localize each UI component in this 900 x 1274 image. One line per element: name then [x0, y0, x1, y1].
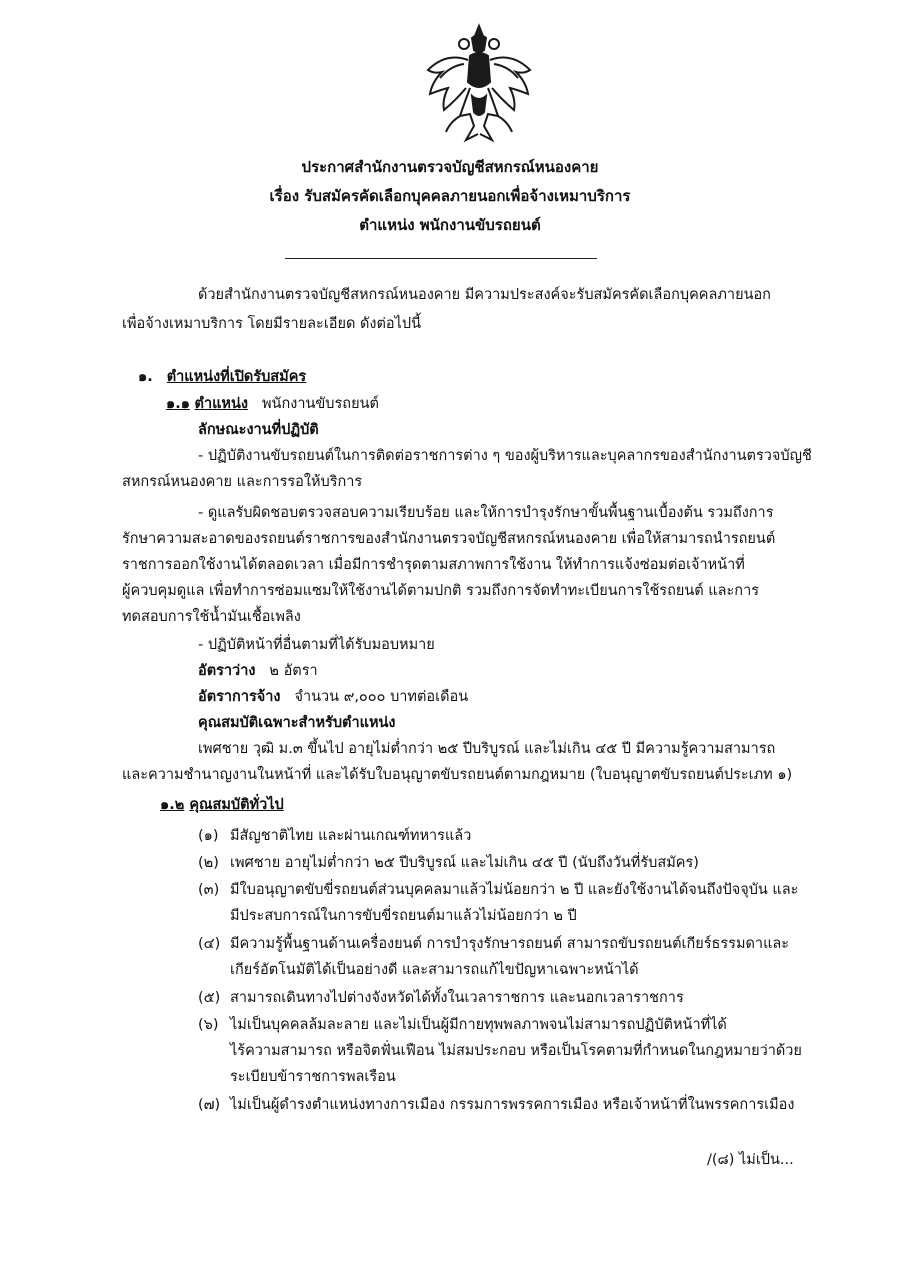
- section-title: ตำแหน่งที่เปิดรับสมัคร: [166, 369, 307, 385]
- qualification-number: (๒): [198, 855, 219, 871]
- subsection-title: คุณสมบัติทั่วไป: [189, 797, 284, 813]
- qualification-number: (๔): [198, 936, 221, 952]
- subsection-number: ๑.๒: [160, 797, 185, 813]
- qualification-number: (๑): [198, 828, 219, 844]
- subsection-1-2-heading: [160, 795, 284, 815]
- announcement-title: ประกาศสำนักงานตรวจบัญชีสหกรณ์หนองคาย: [301, 158, 599, 176]
- qualification-text-line: สามารถเดินทางไปต่างจังหวัดได้ทั้งในเวลาราชการ และนอกเวลาราชการ: [230, 990, 684, 1006]
- qualification-text-line: ไร้ความสามารถ หรือจิตฟั่นเฟือน ไม่สมประกอบ หรือเป็นโรคตามที่กำหนดในกฎหมายว่าด้วย: [230, 1043, 802, 1059]
- section-1-heading: [138, 367, 306, 387]
- duty-1-line-1: - ปฏิบัติงานขับรถยนต์ในการติดต่อราชการต่าง ๆ ของผู้บริหารและบุคลากรของสำนักงานตรวจบัญชี: [198, 448, 812, 464]
- specific-line-1: เพศชาย วุฒิ ม.๓ ขึ้นไป อายุไม่ต่ำกว่า ๒๕ ปีบริบูรณ์ และไม่เกิน ๔๕ ปี มีความรู้ความสามารถ: [198, 741, 776, 757]
- qualification-text-line: เกียร์อัตโนมัติได้เป็นอย่างดี และสามารถแก้ไขปัญหาเฉพาะหน้าได้: [230, 962, 639, 978]
- qualification-number: (๕): [198, 990, 221, 1006]
- vacancy-value: ๒ อัตรา: [269, 663, 318, 679]
- subsection-1-1-heading: [166, 394, 379, 414]
- qualification-number: (๖): [198, 1017, 219, 1033]
- subsection-number: ๑.๑: [166, 396, 190, 412]
- specific-line-2: และความชำนาญงานในหน้าที่ และได้รับใบอนุญาตขับรถยนต์ตามกฎหมาย (ใบอนุญาตขับรถยนต์ประเภท ๑): [122, 767, 793, 783]
- specific-qualifications-heading: คุณสมบัติเฉพาะสำหรับตำแหน่ง: [198, 715, 396, 731]
- wage-label: อัตราการจ้าง: [198, 689, 281, 705]
- duties-heading: ลักษณะงานที่ปฏิบัติ: [198, 422, 319, 438]
- announcement-subject: เรื่อง รับสมัครคัดเลือกบุคคลภายนอกเพื่อจ้างเหมาบริการ: [269, 187, 631, 205]
- intro-line-1: ด้วยสำนักงานตรวจบัญชีสหกรณ์หนองคาย มีความประสงค์จะรับสมัครคัดเลือกบุคคลภายนอก: [198, 287, 771, 303]
- qualification-text-line: ระเบียบข้าราชการพลเรือน: [230, 1069, 396, 1085]
- wage-row: [198, 687, 468, 707]
- subsection-value: พนักงานขับรถยนต์: [262, 396, 379, 412]
- duty-2-line-3: ราชการออกใช้งานได้ตลอดเวลา เมื่อมีการชำรุดตามสภาพการใช้งาน ให้ทำการแจ้งซ่อมต่อเจ้าหน้าที่: [122, 557, 745, 573]
- qualification-text-line: ไม่เป็นบุคคลล้มละลาย และไม่เป็นผู้มีกายทุพพลภาพจนไม่สามารถปฏิบัติหน้าที่ได้: [230, 1017, 727, 1033]
- subsection-label: ตำแหน่ง: [194, 396, 248, 412]
- header-divider: [285, 258, 597, 259]
- qualification-text-line: มีสัญชาติไทย และผ่านเกณฑ์ทหารแล้ว: [230, 828, 472, 844]
- qualification-text-line: ไม่เป็นผู้ดำรงตำแหน่งทางการเมือง กรรมการพรรคการเมือง หรือเจ้าหน้าที่ในพรรคการเมือง: [230, 1097, 795, 1113]
- continuation-note: /(๘) ไม่เป็น...: [707, 1152, 794, 1168]
- qualification-text-line: เพศชาย อายุไม่ต่ำกว่า ๒๕ ปีบริบูรณ์ และไม่เกิน ๔๕ ปี (นับถึงวันที่รับสมัคร): [230, 855, 699, 871]
- announcement-position: ตำแหน่ง พนักงานขับรถยนต์: [359, 216, 541, 234]
- garuda-emblem: [420, 22, 538, 150]
- qualification-number: (๗): [198, 1097, 221, 1113]
- intro-line-2: เพื่อจ้างเหมาบริการ โดยมีรายละเอียด ดังต่อไปนี้: [122, 316, 422, 332]
- vacancy-row: [198, 661, 318, 681]
- duty-1-line-2: สหกรณ์หนองคาย และการรอให้บริการ: [122, 474, 363, 490]
- section-number: ๑.: [138, 369, 153, 385]
- wage-value: จำนวน ๙,๐๐๐ บาทต่อเดือน: [294, 689, 469, 705]
- vacancy-label: อัตราว่าง: [198, 663, 256, 679]
- qualification-text-line: มีความรู้พื้นฐานด้านเครื่องยนต์ การบำรุงรักษารถยนต์ สามารถขับรถยนต์เกียร์ธรรมดาและ: [230, 936, 790, 952]
- duty-2-line-1: - ดูแลรับผิดชอบตรวจสอบความเรียบร้อย และให้การบำรุงรักษาขั้นพื้นฐานเบื้องต้น รวมถึงการ: [198, 505, 774, 521]
- duty-2-line-5: ทดสอบการใช้น้ำมันเชื้อเพลิง: [122, 609, 301, 625]
- qualification-number: (๓): [198, 882, 220, 898]
- qualification-text-line: มีใบอนุญาตขับขี่รถยนต์ส่วนบุคคลมาแล้วไม่น้อยกว่า ๒ ปี และยังใช้งานได้จนถึงปัจจุบัน และ: [230, 882, 799, 898]
- duty-2-line-4: ผู้ควบคุมดูแล เพื่อทำการซ่อมแซมให้ใช้งานได้ตามปกติ รวมถึงการจัดทำทะเบียนการใช้รถยนต์ และการ: [122, 583, 760, 599]
- duty-2-line-2: รักษาความสะอาดของรถยนต์ราชการของสำนักงานตรวจบัญชีสหกรณ์หนองคาย เพื่อให้สามารถนำรถยนต์: [122, 531, 776, 547]
- duty-3: - ปฏิบัติหน้าที่อื่นตามที่ได้รับมอบหมาย: [198, 637, 435, 653]
- announcement-header: [0, 153, 900, 240]
- qualification-text-line: มีประสบการณ์ในการขับขี่รถยนต์มาแล้วไม่น้อยกว่า ๒ ปี: [230, 908, 577, 924]
